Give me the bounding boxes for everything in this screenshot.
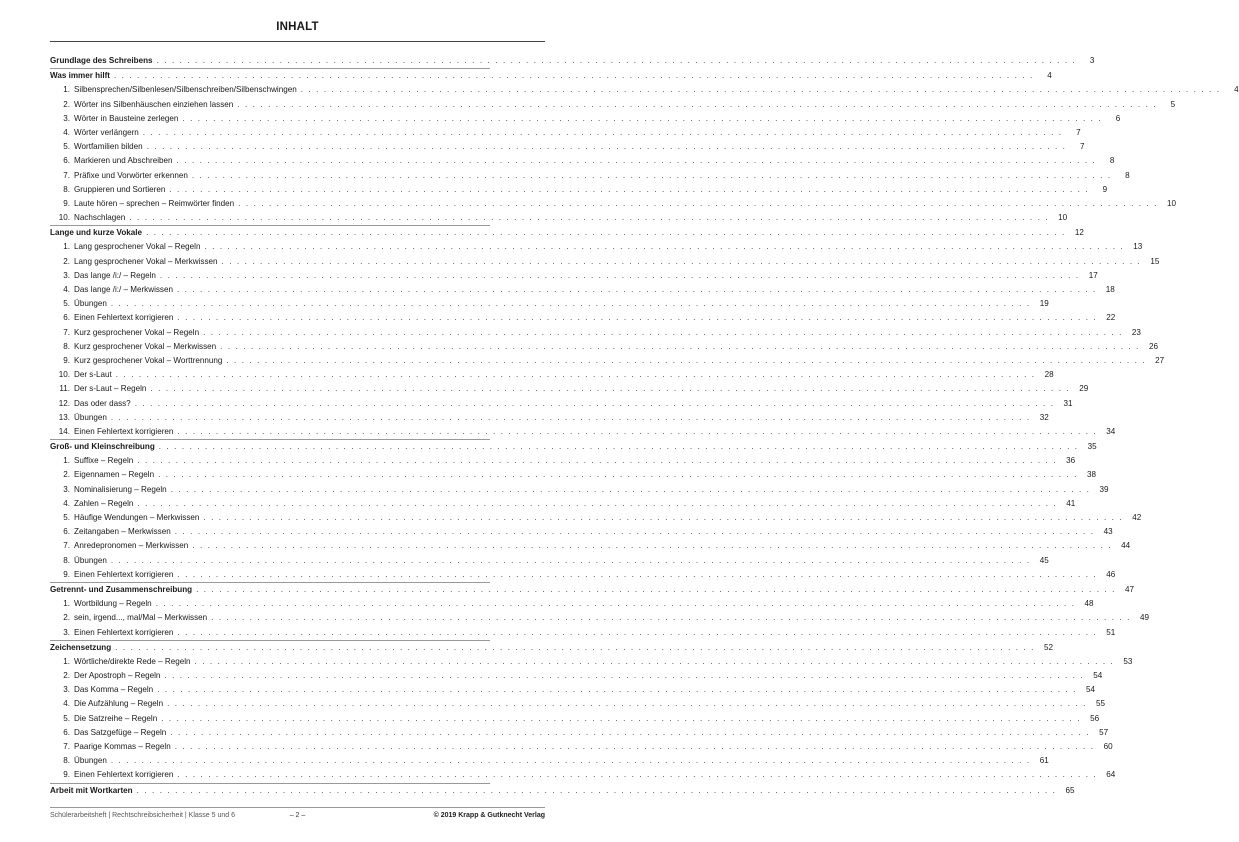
dot-leader: . . . . . . . . . . . . . . . . . . . . . . . . . . . . . . . . . . . . . . . . . . . . . . . . . . . . . . . . . . . . . . . . . . . . . . . . . . . . . . . . . . . . . . . . . . . . . . . . . . . . . . . . . . . . . . . . . . . . . . . . [194,656,1115,666]
dot-leader: . . . . . . . . . . . . . . . . . . . . . . . . . . . . . . . . . . . . . . . . . . . . . . . . . . . . . . . . . . . . . . . . . . . . . . . . . . . . . . . . . . . . . . . . . . . . . . . . . . . . . . . . . . . . . . . . . . . . . . . . [191,170,1112,180]
dot-leader: . . . . . . . . . . . . . . . . . . . . . . . . . . . . . . . . . . . . . . . . . . . . . . . . . . . . . . . . . . . . . . . . . . . . . . . . . . . . . . . . . . . . . . . . . . . . . . . . . . . . . . . . . . . . . . . . . . . . . . . . [155,599,1076,609]
page-number: 60 [1103,742,1113,751]
section-title: Grundlage des Schreibens [50,56,153,65]
page-number: 8 [1125,170,1130,180]
title-divider [50,41,545,42]
item-title: Paarige Kommas – Regeln [74,742,171,751]
toc-entry [50,311,1116,325]
dot-leader: . . . . . . . . . . . . . . . . . . . . . . . . . . . . . . . . . . . . . . . . . . . . . . . . . . . . . . . . . . . . . . . . . . . . . . . . . . . . . . . . . . . . . . . . . . . . . . . . . . . . . . . . . . . . . . . . . . . . . . . . [174,742,1095,751]
page-number: 13 [1133,242,1143,252]
toc-entry [50,326,1141,340]
toc-entry [50,240,1143,254]
toc-entry [50,454,1076,468]
item-number: 13. [58,412,70,422]
item-title: Die Satzreihe – Regeln [74,713,158,723]
toc-entry [50,468,1096,482]
item-number: 9. [63,198,70,208]
dot-leader: . . . . . . . . . . . . . . . . . . . . . . . . . . . . . . . . . . . . . . . . . . . . . . . . . . . . . . . . . . . . . . . . . . . . . . . . . . . . . . . . . . . . . . . . . . . . . . . . . . . . . . . . . . . . . . . . . . . . . . . . [176,285,1097,294]
page-number: 10 [1058,213,1068,223]
dot-leader: . . . . . . . . . . . . . . . . . . . . . . . . . . . . . . . . . . . . . . . . . . . . . . . . . . . . . . . . . . . . . . . . . . . . . . . . . . . . . . . . . . . . . . . . . . . . . . . . . . . . . . . . . . . . . . . . . . . . . . . . [238,198,1159,208]
item-title: Das Komma – Regeln [74,685,154,695]
page-number: 53 [1123,656,1133,666]
item-number: 4. [63,699,70,709]
toc-entry [50,269,1098,283]
toc-entry [50,611,1149,625]
item-title: Präfixe und Vorwörter erkennen [74,170,188,180]
item-number: 3. [63,627,70,637]
dot-leader: . . . . . . . . . . . . . . . . . . . . . . . . . . . . . . . . . . . . . . . . . . . . . . . . . . . . . . . . . . . . . . . . . . . . . . . . . . . . . . . . . . . . . . . . . . . . . . . . . . . . . . . . . . . . . . . . . . . . . . . . [174,527,1095,537]
dot-leader: . . . . . . . . . . . . . . . . . . . . . . . . . . . . . . . . . . . . . . . . . . . . . . . . . . . . . . . . . . . . . . . . . . . . . . . . . . . . . . . . . . . . . . . . . . . . . . . . . . . . . . . . . . . . . . . . . . . . . . . . [177,770,1098,780]
table-of-contents [50,54,1239,798]
item-title: Suffixe – Regeln [74,456,134,466]
item-number: 7. [63,327,70,337]
dot-leader: . . . . . . . . . . . . . . . . . . . . . . . . . . . . . . . . . . . . . . . . . . . . . . . . . . . . . . . . . . . . . . . . . . . . . . . . . . . . . . . . . . . . . . . . . . . . . . . . . . . . . . . . . . . . . . . . . . . . . . . . [167,699,1087,709]
item-number: 2. [63,470,70,480]
page-number: 55 [1095,699,1105,709]
dot-leader: . . . . . . . . . . . . . . . . . . . . . . . . . . . . . . . . . . . . . . . . . . . . . . . . . . . . . . . . . . . . . . . . . . . . . . . . . . . . . . . . . . . . . . . . . . . . . . . . . . . . . . . . . . . . . . . . . . . . . . . . [158,470,1078,480]
page-number: 49 [1139,613,1149,623]
item-title: Übungen [74,412,107,422]
item-number: 3. [63,270,70,280]
dot-leader: . . . . . . . . . . . . . . . . . . . . . . . . . . . . . . . . . . . . . . . . . . . . . . . . . . . . . . . . . . . . . . . . . . . . . . . . . . . . . . . . . . . . . . . . . . . . . . . . . . . . . . . . . . . . . . . . . . . . . . . . [182,113,1103,123]
item-number: 4. [63,498,70,508]
toc-entry [50,183,1108,197]
item-title: Kurz gesprochener Vokal – Merkwissen [74,341,217,351]
item-title: Der Apostroph – Regeln [74,671,161,681]
dot-leader: . . . . . . . . . . . . . . . . . . . . . . . . . . . . . . . . . . . . . . . . . . . . . . . . . . . . . . . . . . . . . . . . . . . . . . . . . . . . . . . . . . . . . . . . . . . . . . . . . . . . . . . . . . . . . . . . . . . . . . . . [146,142,1067,152]
item-number: 6. [63,156,70,166]
page-number: 44 [1121,541,1131,551]
item-title: Häufige Wendungen – Merkwissen [74,513,200,522]
dot-leader: . . . . . . . . . . . . . . . . . . . . . . . . . . . . . . . . . . . . . . . . . . . . . . . . . . . . . . . . . . . . . . . . . . . . . . . . . . . . . . . . . . . . . . . . . . . . . . . . . . . . . . . . . . . . . . . . . . . . . . . . [164,671,1085,681]
item-number: 11. [59,384,70,394]
item-title: Wortbildung – Regeln [74,599,152,609]
item-title: Wörter in Bausteine zerlegen [74,113,179,123]
item-number: 1. [63,242,70,252]
toc-entry [50,368,1054,382]
toc-entry [50,112,1121,126]
item-number: 2. [63,99,70,109]
dot-leader: . . . . . . . . . . . . . . . . . . . . . . . . . . . . . . . . . . . . . . . . . . . . . . . . . . . . . . . . . . . . . . . . . . . . . . . . . . . . . . . . . . . . . . . . . . . . . . . . . . . . . . . . . . . . . . . . . . . . . . . . [137,456,1058,466]
toc-entry [50,568,1116,582]
toc-entry [50,411,1049,425]
item-title: Das lange /i:/ – Regeln [74,270,156,280]
item-number: 5. [63,713,70,723]
toc-entry [50,297,1049,311]
item-number: 7. [63,742,70,751]
section-title: Zeichensetzung [50,642,112,652]
item-number: 5. [63,142,70,152]
item-number: 6. [63,313,70,323]
toc-entry [50,382,1089,396]
item-number: 1. [63,656,70,666]
item-title: Einen Fehlertext korrigieren [74,426,174,436]
page-number: 27 [1155,355,1165,365]
page-number: 29 [1079,384,1089,394]
toc-section [50,641,1054,655]
toc-entry [50,140,1085,154]
toc-entry [50,726,1109,740]
page-number: 23 [1131,327,1141,337]
page-number: 42 [1132,513,1142,522]
item-title: Einen Fehlertext korrigieren [74,770,174,780]
item-number: 12. [58,398,70,408]
toc-entry [50,754,1049,768]
dot-leader: . . . . . . . . . . . . . . . . . . . . . . . . . . . . . . . . . . . . . . . . . . . . . . . . . . . . . . . . . . . . . . . . . . . . . . . . . . . . . . . . . . . . . . . . . . . . . . . . . . . . . . . . . . . . . . . . . . . . . . . . [156,56,1077,65]
item-number: 8. [63,555,70,565]
page-number: 3 [1089,56,1095,65]
toc-entry [50,126,1081,140]
page-number: 43 [1103,527,1113,537]
page-number: 54 [1093,671,1103,681]
item-number: 4. [63,285,70,294]
item-title: Das Satzgefüge – Regeln [74,727,167,737]
toc-entry [50,169,1130,183]
page-number: 10 [1167,198,1177,208]
dot-leader: . . . . . . . . . . . . . . . . . . . . . . . . . . . . . . . . . . . . . . . . . . . . . . . . . . . . . . . . . . . . . . . . . . . . . . . . . . . . . . . . . . . . . . . . . . . . . . . . . . . . . . . . . . . . . . . . . . . . . . . . [142,127,1063,137]
dot-leader: . . . . . . . . . . . . . . . . . . . . . . . . . . . . . . . . . . . . . . . . . . . . . . . . . . . . . . . . . . . . . . . . . . . . . . . . . . . . . . . . . . . . . . . . . . . . . . . . . . . . . . . . . . . . . . . . . . . . . . . . [226,355,1147,365]
toc-section [50,583,1134,597]
item-title: Lang gesprochener Vokal – Merkwissen [74,256,218,266]
dot-leader: . . . . . . . . . . . . . . . . . . . . . . . . . . . . . . . . . . . . . . . . . . . . . . . . . . . . . . . . . . . . . . . . . . . . . . . . . . . . . . . . . . . . . . . . . . . . . . . . . . . . . . . . . . . . . . . . . . . . . . . . [110,412,1031,422]
toc-entry [50,597,1094,611]
dot-leader: . . . . . . . . . . . . . . . . . . . . . . . . . . . . . . . . . . . . . . . . . . . . . . . . . . . . . . . . . . . . . . . . . . . . . . . . . . . . . . . . . . . . . . . . . . . . . . . . . . . . . . . . . . . . . . . . . . . . . . . . [161,713,1082,723]
item-title: Wörter verlängern [74,127,139,137]
page-number: 18 [1105,285,1115,294]
page-number: 56 [1090,713,1100,723]
item-number: 8. [63,341,70,351]
page-number: 28 [1044,370,1054,380]
footer-series: Schülerarbeitsheft | Rechtschreibsicherheit | Klasse 5 und 6 [50,812,235,819]
dot-leader: . . . . . . . . . . . . . . . . . . . . . . . . . . . . . . . . . . . . . . . . . . . . . . . . . . . . . . . . . . . . . . . . . . . . . . . . . . . . . . . . . . . . . . . . . . . . . . . . . . . . . . . . . . . . . . . . . . . . . . . . [137,498,1058,508]
page-number: 19 [1039,299,1049,309]
toc-section [50,440,1097,454]
page-number: 57 [1099,727,1109,737]
toc-entry [50,712,1100,726]
page-number: 45 [1039,555,1049,565]
dot-leader: . . . . . . . . . . . . . . . . . . . . . . . . . . . . . . . . . . . . . . . . . . . . . . . . . . . . . . . . . . . . . . . . . . . . . . . . . . . . . . . . . . . . . . . . . . . . . . . . . . . . . . . . . . . . . . . . . . . . . . . . [177,313,1098,323]
item-number: 4. [63,127,70,137]
dot-leader: . . . . . . . . . . . . . . . . . . . . . . . . . . . . . . . . . . . . . . . . . . . . . . . . . . . . . . . . . . . . . . . . . . . . . . . . . . . . . . . . . . . . . . . . . . . . . . . . . . . . . . . . . . . . . . . . . . . . . . . . [113,71,1034,81]
toc-entry [50,525,1113,539]
dot-leader: . . . . . . . . . . . . . . . . . . . . . . . . . . . . . . . . . . . . . . . . . . . . . . . . . . . . . . . . . . . . . . . . . . . . . . . . . . . . . . . . . . . . . . . . . . . . . . . . . . . . . . . . . . . . . . . . . . . . . . . . [169,184,1090,194]
section-title: Was immer hilft [50,71,110,81]
item-title: Eigennamen – Regeln [74,470,155,480]
item-title: Das oder dass? [74,398,131,408]
dot-leader: . . . . . . . . . . . . . . . . . . . . . . . . . . . . . . . . . . . . . . . . . . . . . . . . . . . . . . . . . . . . . . . . . . . . . . . . . . . . . . . . . . . . . . . . . . . . . . . . . . . . . . . . . . . . . . . . . . . . . . . . [203,327,1123,337]
item-number: 6. [63,527,70,537]
dot-leader: . . . . . . . . . . . . . . . . . . . . . . . . . . . . . . . . . . . . . . . . . . . . . . . . . . . . . . . . . . . . . . . . . . . . . . . . . . . . . . . . . . . . . . . . . . . . . . . . . . . . . . . . . . . . . . . . . . . . . . . . [150,384,1071,394]
dot-leader: . . . . . . . . . . . . . . . . . . . . . . . . . . . . . . . . . . . . . . . . . . . . . . . . . . . . . . . . . . . . . . . . . . . . . . . . . . . . . . . . . . . . . . . . . . . . . . . . . . . . . . . . . . . . . . . . . . . . . . . . [221,256,1142,266]
item-title: Kurz gesprochener Vokal – Regeln [74,327,200,337]
dot-leader: . . . . . . . . . . . . . . . . . . . . . . . . . . . . . . . . . . . . . . . . . . . . . . . . . . . . . . . . . . . . . . . . . . . . . . . . . . . . . . . . . . . . . . . . . . . . . . . . . . . . . . . . . . . . . . . . . . . . . . . . [196,584,1116,594]
dot-leader: . . . . . . . . . . . . . . . . . . . . . . . . . . . . . . . . . . . . . . . . . . . . . . . . . . . . . . . . . . . . . . . . . . . . . . . . . . . . . . . . . . . . . . . . . . . . . . . . . . . . . . . . . . . . . . . . . . . . . . . . [211,613,1131,623]
toc-entry [50,655,1133,669]
page-number: 39 [1099,484,1109,494]
toc-entry [50,83,1239,97]
dot-leader: . . . . . . . . . . . . . . . . . . . . . . . . . . . . . . . . . . . . . . . . . . . . . . . . . . . . . . . . . . . . . . . . . . . . . . . . . . . . . . . . . . . . . . . . . . . . . . . . . . . . . . . . . . . . . . . . . . . . . . . . [203,513,1124,522]
dot-leader: . . . . . . . . . . . . . . . . . . . . . . . . . . . . . . . . . . . . . . . . . . . . . . . . . . . . . . . . . . . . . . . . . . . . . . . . . . . . . . . . . . . . . . . . . . . . . . . . . . . . . . . . . . . . . . . . . . . . . . . . [220,341,1141,351]
item-title: Übungen [74,299,107,309]
page-number: 22 [1106,313,1116,323]
dot-leader: . . . . . . . . . . . . . . . . . . . . . . . . . . . . . . . . . . . . . . . . . . . . . . . . . . . . . . . . . . . . . . . . . . . . . . . . . . . . . . . . . . . . . . . . . . . . . . . . . . . . . . . . . . . . . . . . . . . . . . . . [157,685,1078,695]
page-number: 54 [1086,685,1096,695]
dot-leader: . . . . . . . . . . . . . . . . . . . . . . . . . . . . . . . . . . . . . . . . . . . . . . . . . . . . . . . . . . . . . . . . . . . . . . . . . . . . . . . . . . . . . . . . . . . . . . . . . . . . . . . . . . . . . . . . . . . . . . . . [204,242,1125,252]
toc-entry [50,98,1176,112]
item-title: Der s-Laut [74,370,112,380]
toc-entry [50,497,1076,511]
item-title: Einen Fehlertext korrigieren [74,313,174,323]
page-number: 7 [1076,127,1081,137]
section-title: Getrennt- und Zusammenschreibung [50,584,193,594]
dot-leader: . . . . . . . . . . . . . . . . . . . . . . . . . . . . . . . . . . . . . . . . . . . . . . . . . . . . . . . . . . . . . . . . . . . . . . . . . . . . . . . . . . . . . . . . . . . . . . . . . . . . . . . . . . . . . . . . . . . . . . . . [115,370,1036,380]
toc-entry [50,154,1115,168]
dot-leader: . . . . . . . . . . . . . . . . . . . . . . . . . . . . . . . . . . . . . . . . . . . . . . . . . . . . . . . . . . . . . . . . . . . . . . . . . . . . . . . . . . . . . . . . . . . . . . . . . . . . . . . . . . . . . . . . . . . . . . . . [158,442,1079,452]
item-title: Wortfamilien bilden [74,142,143,152]
item-number: 7. [63,170,70,180]
item-title: Gruppieren und Sortieren [74,184,166,194]
page-number: 4 [1047,71,1052,81]
toc-section [50,69,1052,83]
page-number: 4 [1234,85,1239,95]
item-title: Nachschlagen [74,213,126,223]
dot-leader: . . . . . . . . . . . . . . . . . . . . . . . . . . . . . . . . . . . . . . . . . . . . . . . . . . . . . . . . . . . . . . . . . . . . . . . . . . . . . . . . . . . . . . . . . . . . . . . . . . . . . . . . . . . . . . . . . . . . . . . . [110,756,1031,766]
page-number: 34 [1106,426,1116,436]
page-number: 61 [1039,756,1049,766]
item-title: Wörtliche/direkte Rede – Regeln [74,656,191,666]
toc-entry [50,539,1131,553]
item-number: 1. [63,456,70,466]
section-title: Groß- und Kleinschreibung [50,442,155,452]
dot-leader: . . . . . . . . . . . . . . . . . . . . . . . . . . . . . . . . . . . . . . . . . . . . . . . . . . . . . . . . . . . . . . . . . . . . . . . . . . . . . . . . . . . . . . . . . . . . . . . . . . . . . . . . . . . . . . . . . . . . . . . . [300,85,1221,95]
item-title: Die Aufzählung – Regeln [74,699,164,709]
footer-divider [50,807,545,808]
item-number: 2. [63,671,70,681]
item-number: 3. [63,685,70,695]
item-title: Wörter ins Silbenhäuschen einziehen lassen [74,99,234,109]
page-number: 12 [1074,228,1084,238]
page-title: INHALT [276,21,319,33]
item-number: 8. [63,184,70,194]
item-title: Zeitangaben – Merkwissen [74,527,171,537]
dot-leader: . . . . . . . . . . . . . . . . . . . . . . . . . . . . . . . . . . . . . . . . . . . . . . . . . . . . . . . . . . . . . . . . . . . . . . . . . . . . . . . . . . . . . . . . . . . . . . . . . . . . . . . . . . . . . . . . . . . . . . . . [146,228,1066,238]
toc-entry [50,483,1109,497]
item-number: 2. [63,256,70,266]
page-number: 31 [1063,398,1073,408]
page-number: 8 [1109,156,1115,166]
toc-entry [50,511,1142,525]
page-number: 47 [1124,584,1134,594]
page-number: 51 [1106,627,1116,637]
toc-entry [50,768,1116,782]
dot-leader: . . . . . . . . . . . . . . . . . . . . . . . . . . . . . . . . . . . . . . . . . . . . . . . . . . . . . . . . . . . . . . . . . . . . . . . . . . . . . . . . . . . . . . . . . . . . . . . . . . . . . . . . . . . . . . . . . . . . . . . . [170,727,1091,737]
toc-entry [50,626,1116,640]
toc-entry [50,340,1159,354]
toc-entry [50,255,1160,269]
toc-entry [50,740,1113,754]
item-number: 7. [63,541,70,551]
page-number: 38 [1086,470,1096,480]
page-number: 65 [1065,785,1075,795]
dot-leader: . . . . . . . . . . . . . . . . . . . . . . . . . . . . . . . . . . . . . . . . . . . . . . . . . . . . . . . . . . . . . . . . . . . . . . . . . . . . . . . . . . . . . . . . . . . . . . . . . . . . . . . . . . . . . . . . . . . . . . . . [110,299,1031,309]
item-number: 3. [63,484,70,494]
toc-entry [50,211,1068,225]
page-number: 7 [1080,142,1085,152]
item-number: 1. [63,599,70,609]
dot-leader: . . . . . . . . . . . . . . . . . . . . . . . . . . . . . . . . . . . . . . . . . . . . . . . . . . . . . . . . . . . . . . . . . . . . . . . . . . . . . . . . . . . . . . . . . . . . . . . . . . . . . . . . . . . . . . . . . . . . . . . . [134,398,1055,408]
item-title: Zahlen – Regeln [74,498,134,508]
dot-leader: . . . . . . . . . . . . . . . . . . . . . . . . . . . . . . . . . . . . . . . . . . . . . . . . . . . . . . . . . . . . . . . . . . . . . . . . . . . . . . . . . . . . . . . . . . . . . . . . . . . . . . . . . . . . . . . . . . . . . . . . [177,627,1098,637]
item-title: Lang gesprochener Vokal – Regeln [74,242,201,252]
dot-leader: . . . . . . . . . . . . . . . . . . . . . . . . . . . . . . . . . . . . . . . . . . . . . . . . . . . . . . . . . . . . . . . . . . . . . . . . . . . . . . . . . . . . . . . . . . . . . . . . . . . . . . . . . . . . . . . . . . . . . . . . [159,270,1080,280]
item-title: Übungen [74,555,107,565]
dot-leader: . . . . . . . . . . . . . . . . . . . . . . . . . . . . . . . . . . . . . . . . . . . . . . . . . . . . . . . . . . . . . . . . . . . . . . . . . . . . . . . . . . . . . . . . . . . . . . . . . . . . . . . . . . . . . . . . . . . . . . . . [237,99,1158,109]
page-number: 26 [1149,341,1159,351]
item-title: Markieren und Abschreiben [74,156,173,166]
item-number: 9. [63,569,70,579]
item-title: Das lange /i:/ – Merkwissen [74,285,173,294]
item-number: 3. [63,113,70,123]
item-title: Kurz gesprochener Vokal – Worttrennung [74,355,223,365]
item-number: 10. [58,213,70,223]
toc-entry [50,283,1115,297]
toc-section [50,226,1084,240]
toc-entry [50,669,1103,683]
page-number: 9 [1102,184,1108,194]
dot-leader: . . . . . . . . . . . . . . . . . . . . . . . . . . . . . . . . . . . . . . . . . . . . . . . . . . . . . . . . . . . . . . . . . . . . . . . . . . . . . . . . . . . . . . . . . . . . . . . . . . . . . . . . . . . . . . . . . . . . . . . . [176,156,1097,166]
toc-entry [50,683,1096,697]
page-number: 52 [1044,642,1054,652]
item-number: 14. [58,426,70,436]
item-number: 8. [63,756,70,766]
item-number: 1. [63,85,70,95]
toc-entry [50,554,1049,568]
page-number: 46 [1106,569,1116,579]
footer-page-number: – 2 – [289,812,306,819]
dot-leader: . . . . . . . . . . . . . . . . . . . . . . . . . . . . . . . . . . . . . . . . . . . . . . . . . . . . . . . . . . . . . . . . . . . . . . . . . . . . . . . . . . . . . . . . . . . . . . . . . . . . . . . . . . . . . . . . . . . . . . . . [170,484,1091,494]
page-number: 32 [1039,412,1049,422]
toc-section [50,54,1095,68]
item-number: 5. [63,299,70,309]
item-number: 9. [63,770,70,780]
page-number: 48 [1084,599,1094,609]
item-title: sein, irgend..., mal/Mal – Merkwissen [74,613,208,623]
item-title: Laute hören – sprechen – Reimwörter finden [74,198,235,208]
page-number: 64 [1106,770,1116,780]
toc-entry [50,197,1177,211]
dot-leader: . . . . . . . . . . . . . . . . . . . . . . . . . . . . . . . . . . . . . . . . . . . . . . . . . . . . . . . . . . . . . . . . . . . . . . . . . . . . . . . . . . . . . . . . . . . . . . . . . . . . . . . . . . . . . . . . . . . . . . . . [110,555,1031,565]
toc-entry [50,397,1073,411]
item-number: 10. [58,370,70,380]
toc-entry [50,425,1116,439]
page-number: 15 [1150,256,1160,266]
dot-leader: . . . . . . . . . . . . . . . . . . . . . . . . . . . . . . . . . . . . . . . . . . . . . . . . . . . . . . . . . . . . . . . . . . . . . . . . . . . . . . . . . . . . . . . . . . . . . . . . . . . . . . . . . . . . . . . . . . . . . . . . [115,642,1036,652]
dot-leader: . . . . . . . . . . . . . . . . . . . . . . . . . . . . . . . . . . . . . . . . . . . . . . . . . . . . . . . . . . . . . . . . . . . . . . . . . . . . . . . . . . . . . . . . . . . . . . . . . . . . . . . . . . . . . . . . . . . . . . . . [129,213,1050,223]
item-title: Einen Fehlertext korrigieren [74,627,174,637]
item-number: 6. [63,727,70,737]
item-title: Silbensprechen/Silbenlesen/Silbenschreiben/Silbenschwingen [74,85,297,95]
item-title: Anredepronomen – Merkwissen [74,541,189,551]
page-number: 35 [1087,442,1097,452]
item-number: 9. [63,355,70,365]
item-title: Übungen [74,756,107,766]
toc-section [50,784,1075,798]
page-number: 41 [1066,498,1076,508]
dot-leader: . . . . . . . . . . . . . . . . . . . . . . . . . . . . . . . . . . . . . . . . . . . . . . . . . . . . . . . . . . . . . . . . . . . . . . . . . . . . . . . . . . . . . . . . . . . . . . . . . . . . . . . . . . . . . . . . . . . . . . . . [177,426,1098,436]
dot-leader: . . . . . . . . . . . . . . . . . . . . . . . . . . . . . . . . . . . . . . . . . . . . . . . . . . . . . . . . . . . . . . . . . . . . . . . . . . . . . . . . . . . . . . . . . . . . . . . . . . . . . . . . . . . . . . . . . . . . . . . . [177,569,1098,579]
item-title: Der s-Laut – Regeln [74,384,147,394]
page-number: 36 [1066,456,1076,466]
toc-entry [50,697,1105,711]
section-title: Arbeit mit Wortkarten [50,785,133,795]
item-title: Einen Fehlertext korrigieren [74,569,174,579]
dot-leader: . . . . . . . . . . . . . . . . . . . . . . . . . . . . . . . . . . . . . . . . . . . . . . . . . . . . . . . . . . . . . . . . . . . . . . . . . . . . . . . . . . . . . . . . . . . . . . . . . . . . . . . . . . . . . . . . . . . . . . . . [192,541,1113,551]
toc-entry [50,354,1165,368]
footer-copyright: © 2019 Krapp & Gutknecht Verlag [433,812,545,819]
page-number: 17 [1088,270,1098,280]
section-title: Lange und kurze Vokale [50,228,143,238]
page-number: 6 [1115,113,1121,123]
dot-leader: . . . . . . . . . . . . . . . . . . . . . . . . . . . . . . . . . . . . . . . . . . . . . . . . . . . . . . . . . . . . . . . . . . . . . . . . . . . . . . . . . . . . . . . . . . . . . . . . . . . . . . . . . . . . . . . . . . . . . . . . [136,785,1057,795]
item-number: 5. [63,513,70,522]
item-title: Nominalisierung – Regeln [74,484,167,494]
page-number: 5 [1170,99,1176,109]
item-number: 2. [63,613,70,623]
